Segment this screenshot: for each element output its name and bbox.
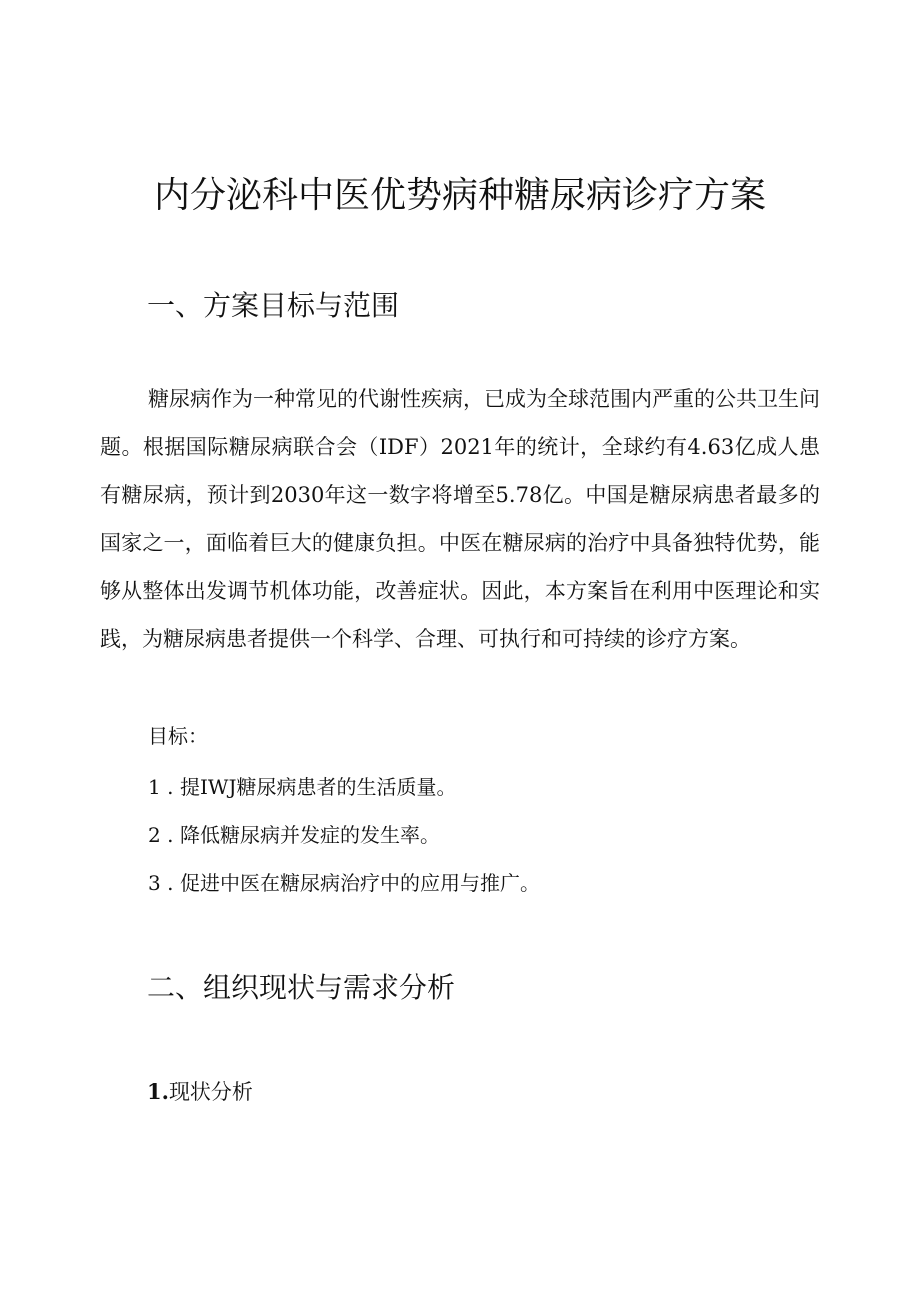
goal-text: 提IWJ糖尿病患者的生活质量。 bbox=[180, 775, 457, 799]
document-title: 内分泌科中医优势病种糖尿病诊疗方案 bbox=[153, 175, 766, 216]
section-heading-goals-scope: 一、方案目标与范围 bbox=[147, 289, 400, 322]
goal-number: 3 . bbox=[148, 871, 174, 895]
goal-item bbox=[148, 763, 540, 811]
subsection-heading bbox=[147, 1072, 253, 1112]
goal-text: 降低糖尿病并发症的发生率。 bbox=[180, 823, 440, 847]
section-heading-status-analysis: 二、组织现状与需求分析 bbox=[147, 971, 456, 1004]
goal-number: 2 . bbox=[148, 823, 174, 847]
goal-number: 1 . bbox=[148, 775, 174, 799]
goal-item bbox=[148, 859, 540, 907]
goals-label: 目标： bbox=[148, 724, 208, 748]
subsection-title: 现状分析 bbox=[168, 1080, 253, 1104]
subsection-number: 1. bbox=[147, 1079, 169, 1104]
intro-paragraph: 糖尿病作为一种常见的代谢性疾病，已成为全球范围内严重的公共卫生问题。根据国际糖尿病联合会（IDF）2021年的统计，全球约有4.63亿成人患有糖尿病，预计到2030年这一数字将增至5.78亿。中国是糖尿病患者最多的国家之一，面临着巨大的健康负担。中医在糖尿病的治疗中具备独特优势，能够从整体出发调节机体功能，改善症状。因此，本方案旨在利用中医理论和实践，为糖尿病患者提供一个科学、合理、可执行和可持续的诊疗方案。 bbox=[100, 387, 820, 651]
goal-text: 促进中医在糖尿病治疗中的应用与推广。 bbox=[180, 871, 540, 895]
goal-item bbox=[148, 811, 540, 859]
goal-list bbox=[148, 763, 540, 907]
